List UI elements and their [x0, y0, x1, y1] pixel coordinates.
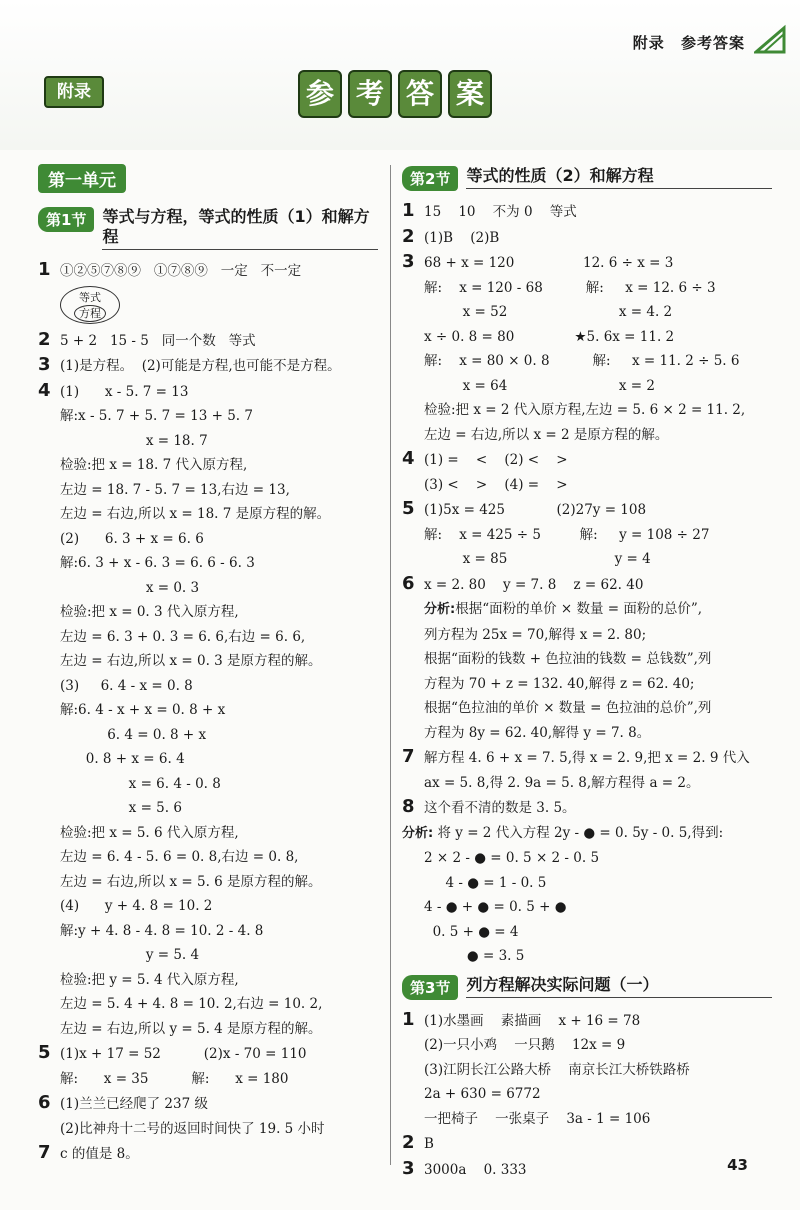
answer-line: 解:6. 3 + x - 6. 3 = 6. 6 - 6. 3: [60, 555, 255, 571]
answer-line: 4 - ● = 1 - 0. 5: [424, 874, 547, 891]
answer-line: 方程为 70 + z = 132. 40,解得 z = 62. 40;: [424, 675, 695, 692]
title-char: 答: [398, 70, 442, 118]
answer-5: [402, 497, 772, 572]
answer-line: 一把椅子 一张桌子 3a - 1 = 106: [424, 1110, 651, 1127]
answer-7: [402, 745, 772, 795]
page-number: 43: [727, 1156, 748, 1174]
answer-line: ● = 3. 5: [424, 948, 525, 964]
answer-line: (2) 6. 3 + x = 6. 6: [60, 530, 204, 547]
answer-line: x = 6. 4 - 0. 8: [60, 775, 221, 792]
answer-line: 分析:根据“面粉的单价 × 数量 = 面粉的总价”,: [424, 601, 703, 617]
question-number: 3: [402, 251, 415, 272]
answer-line: 左边 = 5. 4 + 4. 8 = 10. 2,右边 = 10. 2,: [60, 996, 323, 1012]
answer-line: 左边 = 右边,所以 x = 18. 7 是原方程的解。: [60, 506, 331, 522]
answer-line: ax = 5. 8,得 2. 9a = 5. 8,解方程得 a = 2。: [424, 774, 700, 791]
answer-line: 5 (1)5x = 425 (2)27y = 108: [402, 497, 772, 523]
answer-line: 左边 = 6. 4 - 5. 6 = 0. 8,右边 = 0. 8,: [60, 849, 299, 865]
question-number: 4: [402, 448, 415, 469]
answer-line: 方程为 8y = 62. 40,解得 y = 7. 8。: [424, 724, 651, 741]
answer-line: (2)比神舟十二号的返回时间快了 19. 5 小时: [60, 1120, 325, 1137]
answer-line: 左边 = 6. 3 + 0. 3 = 6. 6,右边 = 6. 6,: [60, 628, 306, 645]
answer-8-analysis-first: 分析: 将 y = 2 代入方程 2y - ● = 0. 5y - 0. 5,得到:: [402, 824, 724, 841]
question-number: 7: [402, 746, 415, 767]
answer-line: 2 × 2 - ● = 0. 5 × 2 - 0. 5: [424, 850, 600, 866]
answer-6: [38, 1091, 378, 1141]
answer-5: [38, 1041, 378, 1091]
answer-4: [38, 379, 378, 1042]
answer-2: 2 5 + 2 15 - 5 同一个数 等式: [38, 328, 256, 350]
answer-line: x = 85 y = 4: [424, 551, 651, 567]
appendix-label: 附录: [44, 76, 104, 108]
answer-line: (3) < > (4) = >: [424, 476, 568, 493]
s3-answer-3: 3 3000a 0. 333: [402, 1157, 527, 1179]
answer-line: 解:x - 5. 7 + 5. 7 = 13 + 5. 7: [60, 408, 253, 424]
section-3-header: [402, 975, 772, 1000]
title-char: 参: [298, 70, 342, 118]
answer-line: (3)江阴长江公路大桥 南京长江大桥铁路桥: [424, 1061, 690, 1078]
answer-line: 3 68 + x = 120 12. 6 ÷ x = 3: [402, 250, 772, 276]
answer-line: 0. 5 + ● = 4: [424, 923, 519, 940]
unit-title: 第一单元: [38, 164, 126, 193]
answer-3: 3 (1)是方程。 (2)可能是方程,也可能不是方程。: [38, 354, 341, 375]
answer-8-analysis: [402, 846, 772, 969]
answer-line: 解: x = 120 - 68 解: x = 12. 6 ÷ 3: [424, 279, 716, 296]
triangle-logo-icon: [754, 24, 788, 54]
answer-line: 检验:把 y = 5. 4 代入原方程,: [60, 971, 239, 988]
left-column: [38, 160, 378, 1167]
answer-line: (2)一只小鸡 一只鹅 12x = 9: [424, 1037, 626, 1053]
section-tag: 第3节: [402, 975, 458, 1000]
answer-line: 检验:把 x = 18. 7 代入原方程,: [60, 457, 248, 473]
answer-line: x = 5. 6: [60, 800, 182, 816]
answer-2: 2 (1)B (2)B: [402, 225, 500, 247]
set-diagram: [60, 286, 120, 324]
answer-line: 6. 4 = 0. 8 + x: [60, 726, 207, 743]
answer-line: 7 解方程 4. 6 + x = 7. 5,得 x = 2. 9,把 x = 2. 9 代入: [402, 745, 772, 771]
analysis-label: 分析:: [424, 602, 456, 617]
answer-line: 解: x = 35 解: x = 180: [60, 1070, 289, 1087]
answer-line: 左边 = 右边,所以 x = 0. 3 是原方程的解。: [60, 653, 322, 669]
section-2-header: [402, 166, 772, 191]
answer-line: x = 0. 3: [60, 579, 200, 596]
answer-line: 左边 = 右边,所以 x = 5. 6 是原方程的解。: [60, 873, 322, 890]
answer-line: 左边 = 右边,所以 x = 2 是原方程的解。: [424, 426, 669, 443]
answer-line: 解:6. 4 - x + x = 0. 8 + x: [60, 702, 226, 718]
column-divider: [390, 165, 391, 1165]
running-header-part2: 参考答案: [680, 34, 745, 52]
answer-line: 列方程为 25x = 70,解得 x = 2. 80;: [424, 626, 647, 643]
set-diagram-inner-label: 方程: [74, 305, 106, 322]
answer-line: 4 (1) = < (2) < >: [402, 447, 772, 473]
answer-6-analysis: [402, 597, 772, 745]
answer-line: (4) y + 4. 8 = 10. 2: [60, 898, 213, 914]
answer-line: 左边 = 右边,所以 y = 5. 4 是原方程的解。: [60, 1020, 322, 1037]
answer-line: 根据“色拉油的单价 × 数量 = 色拉油的总价”,列: [424, 700, 712, 716]
answer-line: 左边 = 18. 7 - 5. 7 = 13,右边 = 13,: [60, 481, 290, 498]
answer-line: 4 - ● + ● = 0. 5 + ●: [424, 899, 567, 915]
page-title: [298, 70, 492, 118]
answer-line: x = 64 x = 2: [424, 377, 655, 394]
answer-line: 检验:把 x = 2 代入原方程,左边 = 5. 6 × 2 = 11. 2,: [424, 402, 746, 418]
s3-answer-1: [402, 1008, 772, 1132]
answer-1: 1 ①②⑤⑦⑧⑨ ①⑦⑧⑨ 一定 不一定: [38, 259, 302, 280]
answer-line: 0. 8 + x = 6. 4: [60, 751, 185, 767]
answer-line: 2a + 630 = 6772: [424, 1086, 541, 1102]
section-title: 列方程解决实际问题（一）: [466, 975, 772, 998]
question-number: 4: [38, 379, 51, 401]
question-number: 6: [38, 1092, 51, 1113]
answer-line: 根据“面粉的钱数 + 色拉油的钱数 = 总钱数”,列: [424, 651, 712, 667]
answer-line: 解: x = 425 ÷ 5 解: y = 108 ÷ 27: [424, 526, 710, 543]
running-header-part1: 附录: [632, 34, 665, 52]
answer-line: 1 (1)水墨画 素描画 x + 16 = 78: [402, 1008, 772, 1034]
question-number: 1: [402, 1008, 415, 1030]
answer-1: 1 15 10 不为 0 等式: [402, 200, 577, 221]
answer-line: 解: x = 80 × 0. 8 解: x = 11. 2 ÷ 5. 6: [424, 353, 740, 369]
section-tag: 第2节: [402, 166, 458, 191]
answer-8: 8 这个看不清的数是 3. 5。: [402, 796, 576, 817]
answer-line: 检验:把 x = 5. 6 代入原方程,: [60, 824, 239, 841]
answer-line: x = 52 x = 4. 2: [424, 304, 673, 320]
answer-4: [402, 447, 772, 497]
answer-line: y = 5. 4: [60, 947, 200, 963]
answer-line: (3) 6. 4 - x = 0. 8: [60, 677, 193, 694]
running-header: [623, 32, 745, 53]
title-char: 考: [348, 70, 392, 118]
section-tag: 第1节: [38, 207, 94, 232]
question-number: 5: [402, 498, 415, 519]
section-title: 等式的性质（2）和解方程: [466, 166, 772, 189]
question-number: 5: [38, 1042, 51, 1063]
answer-line: 解:y + 4. 8 - 4. 8 = 10. 2 - 4. 8: [60, 922, 264, 939]
answer-line: 检验:把 x = 0. 3 代入原方程,: [60, 604, 239, 620]
answer-line: 5 (1)x + 17 = 52 (2)x - 70 = 110: [38, 1041, 378, 1067]
answer-6: 6 x = 2. 80 y = 7. 8 z = 62. 40: [402, 572, 644, 594]
section-1-header: [38, 207, 378, 250]
s3-answer-2: 2 B: [402, 1132, 434, 1153]
answer-3: [402, 250, 772, 447]
answer-line: 6 (1)兰兰已经爬了 237 级: [38, 1091, 378, 1117]
title-char: 案: [448, 70, 492, 118]
right-column: [402, 160, 772, 1182]
set-diagram-outer-label: 等式: [79, 290, 101, 304]
answer-line: 4 (1) x - 5. 7 = 13: [38, 379, 378, 405]
answer-line: x = 18. 7: [60, 432, 208, 449]
section-title: 等式与方程，等式的性质（1）和解方程: [102, 207, 378, 250]
answer-line: x ÷ 0. 8 = 80 ★5. 6x = 11. 2: [424, 328, 675, 345]
answer-7: 7 c 的值是 8。: [38, 1142, 139, 1163]
